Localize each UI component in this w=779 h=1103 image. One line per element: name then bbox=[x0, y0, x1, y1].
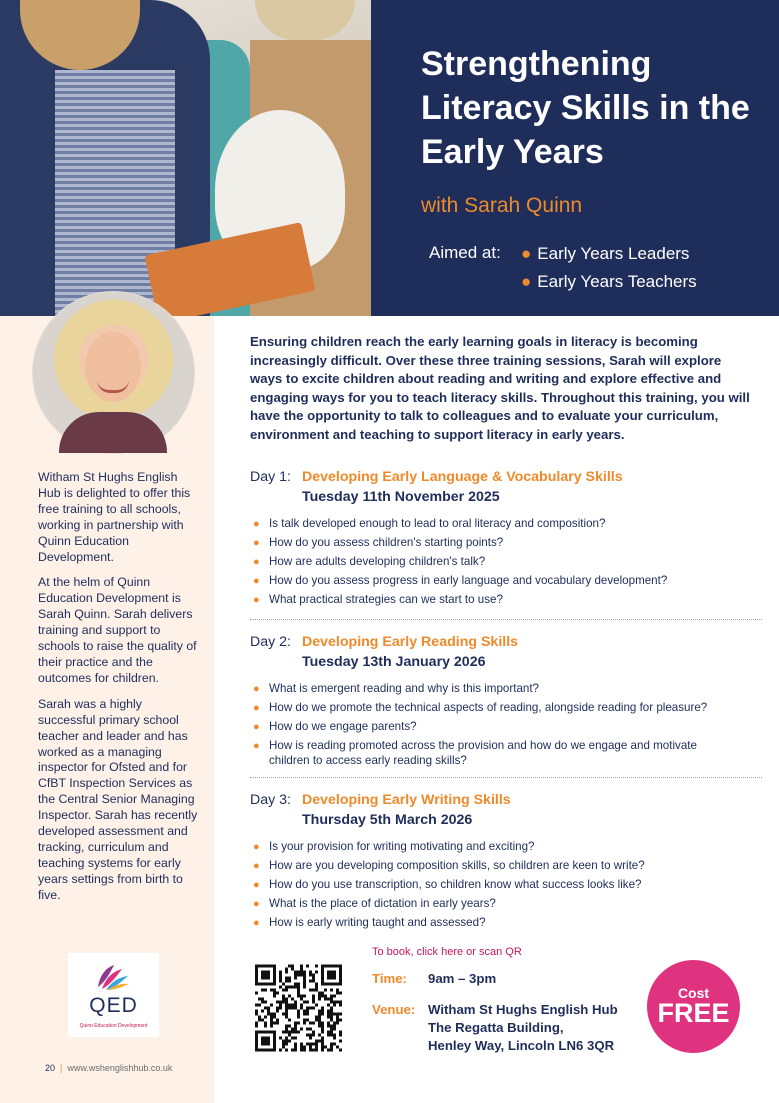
divider bbox=[250, 619, 762, 620]
logo-text: QED bbox=[89, 994, 138, 1017]
day-label: Day 2: bbox=[250, 634, 292, 650]
bullet-icon: ● bbox=[253, 594, 260, 606]
day-date: Tuesday 11th November 2025 bbox=[302, 489, 500, 505]
day-label: Day 3: bbox=[250, 792, 292, 808]
bullet-icon: ● bbox=[253, 518, 260, 530]
bullet-icon: ● bbox=[253, 841, 260, 853]
day-1-section bbox=[250, 467, 750, 612]
bullet-icon: ● bbox=[253, 575, 260, 587]
day-label: Day 1: bbox=[250, 469, 292, 485]
day-2-section bbox=[250, 632, 750, 773]
bullet-icon: ● bbox=[253, 556, 260, 568]
day-bullets bbox=[250, 840, 750, 931]
time-value: 9am – 3pm bbox=[428, 971, 497, 986]
venue-line: Witham St Hughs English Hub bbox=[428, 1002, 618, 1017]
bullet-icon: ● bbox=[253, 702, 260, 714]
bullet-icon: ● bbox=[521, 244, 532, 263]
day-title: Developing Early Language & Vocabulary Skills bbox=[302, 469, 623, 485]
list-item: ● How are you developing composition skills, so children are keen to write? bbox=[253, 859, 645, 872]
page-title: Strengthening Literacy Skills in the Early Years bbox=[421, 45, 750, 171]
bullet-icon: ● bbox=[253, 740, 260, 752]
day-title: Developing Early Reading Skills bbox=[302, 634, 519, 650]
sidebar-text bbox=[38, 470, 198, 914]
sidebar-paragraph: At the helm of Quinn Education Development is Sarah Quinn. Sarah delivers training and support to schools to raise the quality of their practice and the outcomes for children. bbox=[38, 575, 197, 685]
audience-item: ● Early Years Teachers bbox=[521, 272, 697, 291]
bullet-icon: ● bbox=[253, 860, 260, 872]
bullet-icon: ● bbox=[521, 272, 532, 291]
list-item: ● What practical strategies can we start to use? bbox=[253, 593, 503, 606]
audience-item: ● Early Years Leaders bbox=[521, 244, 690, 263]
time-label: Time: bbox=[372, 971, 407, 986]
audience-list bbox=[521, 243, 697, 299]
cost-badge bbox=[647, 960, 740, 1053]
hero-photo bbox=[0, 0, 371, 316]
day-bullets bbox=[250, 517, 750, 608]
list-item: ● How do you assess children's starting points? bbox=[253, 536, 504, 549]
footer-url[interactable]: www.wshenglishhub.co.uk bbox=[67, 1063, 173, 1073]
venue-value bbox=[428, 1001, 658, 1055]
bullet-icon: ● bbox=[253, 917, 260, 929]
day-bullets bbox=[250, 682, 750, 768]
bullet-icon: ● bbox=[253, 683, 260, 695]
list-item: ● How do you assess progress in early language and vocabulary development? bbox=[253, 574, 668, 587]
sidebar-paragraph: Sarah was a highly successful primary school teacher and leader and has worked as a managing inspector for Ofsted and for CfBT Inspection Services as the Central Senior Managing Inspector. Sarah has recently developed assessment and tracking, curriculum and teaching systems for early years settings from birth to five. bbox=[38, 696, 198, 902]
day-date: Tuesday 13th January 2026 bbox=[302, 654, 486, 670]
day-title: Developing Early Writing Skills bbox=[302, 792, 511, 808]
qr-code-icon bbox=[255, 964, 342, 1052]
day-3-section bbox=[250, 790, 750, 935]
list-item: ● Is your provision for writing motivating and exciting? bbox=[253, 840, 535, 853]
venue-line: Henley Way, Lincoln LN6 3QR bbox=[428, 1038, 615, 1053]
venue-line: The Regatta Building, bbox=[428, 1020, 564, 1035]
presenter-portrait bbox=[32, 291, 195, 454]
qed-logo bbox=[68, 953, 159, 1037]
page-number: 20 bbox=[45, 1063, 56, 1073]
cost-label: Cost bbox=[677, 985, 710, 1001]
booking-link[interactable]: To book, click here or scan QR bbox=[372, 946, 522, 958]
qr-code[interactable] bbox=[255, 964, 342, 1052]
bullet-icon: ● bbox=[253, 898, 260, 910]
bullet-icon: ● bbox=[253, 721, 260, 733]
list-item: ● How do we engage parents? bbox=[253, 720, 417, 733]
aimed-at-label: Aimed at: bbox=[429, 243, 501, 262]
list-item: ● Is talk developed enough to lead to oral literacy and composition? bbox=[253, 517, 606, 530]
bullet-icon: ● bbox=[253, 537, 260, 549]
cost-value: FREE bbox=[657, 998, 730, 1028]
page-footer: 20 | www.wshenglishhub.co.uk bbox=[45, 1063, 173, 1073]
bullet-icon: ● bbox=[253, 879, 260, 891]
list-item: ● What is emergent reading and why is this important? bbox=[253, 682, 540, 695]
list-item: ● How are adults developing children's talk? bbox=[253, 555, 486, 568]
intro-text: Ensuring children reach the early learning goals in literacy is becoming increasingly difficult. Over these three training sessions, Sarah will explore ways to excite children about reading and writing and explore effective and engaging ways for you to teach literacy skills. Throughout this training, you will have the opportunity to talk to colleagues and to evaluate your curriculum, environment and teaching to support literacy in early years. bbox=[250, 334, 750, 442]
sidebar-paragraph: Witham St Hughs English Hub is delighted to offer this free training to all schools, working in partnership with Quinn Education Development. bbox=[38, 470, 191, 564]
list-item: ● What is the place of dictation in early years? bbox=[253, 897, 496, 910]
hero-panel bbox=[371, 0, 779, 316]
logo-name: Quinn Education Development bbox=[79, 1023, 148, 1029]
divider bbox=[250, 777, 762, 778]
list-item: ● How do we promote the technical aspects of reading, alongside reading for pleasure? bbox=[253, 701, 708, 714]
qed-logo-icon bbox=[94, 963, 130, 991]
presenter-subtitle: with Sarah Quinn bbox=[421, 194, 583, 217]
venue-label: Venue: bbox=[372, 1002, 416, 1017]
list-item: ● How do you use transcription, so children know what success looks like? bbox=[253, 878, 642, 891]
list-item: ● How is early writing taught and assessed? bbox=[253, 916, 486, 929]
day-date: Thursday 5th March 2026 bbox=[302, 812, 473, 828]
list-item: ● How is reading promoted across the provision and how do we engage and motivate children to access early reading skills? bbox=[253, 739, 697, 767]
